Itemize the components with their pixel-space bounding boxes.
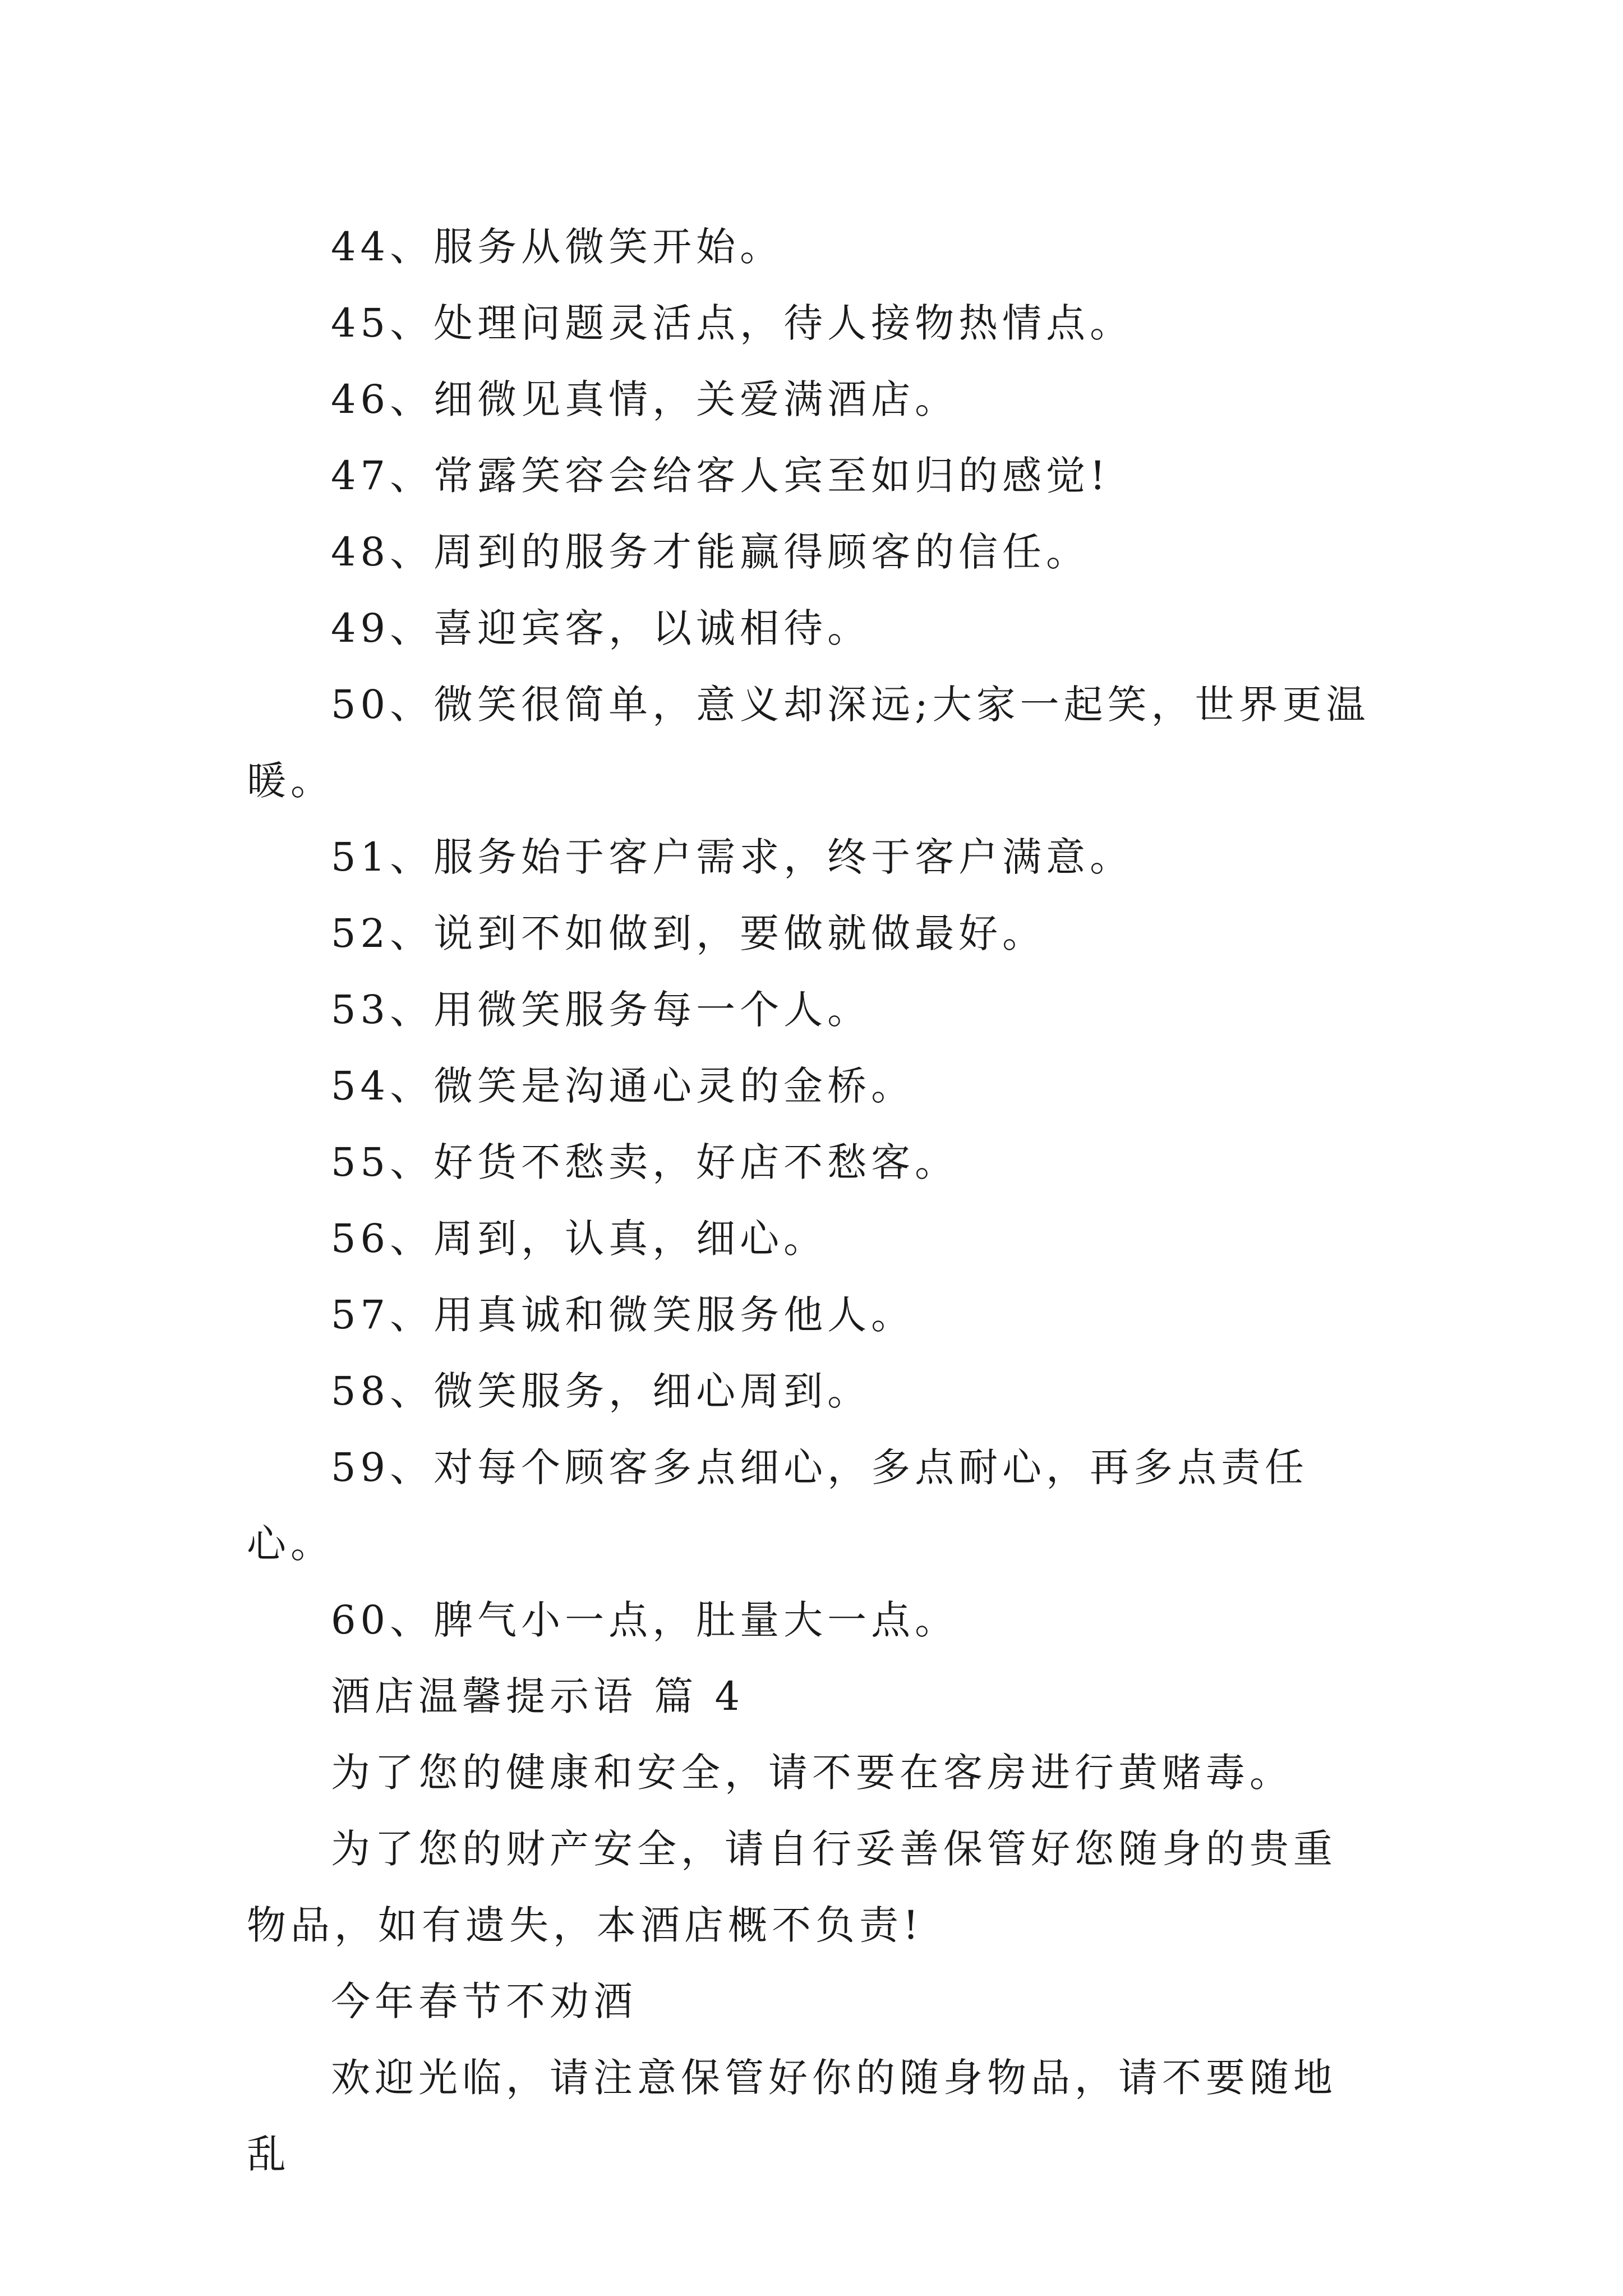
paragraph-44: 44、服务从微笑开始。 — [331, 224, 784, 270]
paragraph-60: 60、脾气小一点，肚量大一点。 — [331, 1597, 959, 1643]
paragraph-55: 55、好货不愁卖，好店不愁客。 — [331, 1139, 959, 1185]
paragraph-53: 53、用微笑服务每一个人。 — [331, 987, 872, 1033]
paragraph-50: 50、微笑很简单，意义却深远;大家一起笑，世界更温暖。 — [247, 682, 1370, 804]
document-body — [247, 209, 1380, 2192]
paragraph-52: 52、说到不如做到，要做就做最好。 — [331, 910, 1046, 956]
paragraph-48: 48、周到的服务才能赢得顾客的信任。 — [331, 529, 1090, 575]
section-heading: 酒店温馨提示语 篇 4 — [331, 1673, 745, 1719]
paragraph-59: 59、对每个顾客多点细心，多点耐心，再多点责任心。 — [247, 1444, 1309, 1567]
paragraph-56: 56、周到，认真，细心。 — [331, 1216, 828, 1262]
paragraph-58: 58、微笑服务，细心周到。 — [331, 1368, 872, 1414]
paragraph-property-safety: 为了您的财产安全，请自行妥善保管好您随身的贵重物品，如有遗失，本酒店概不负责! — [247, 1826, 1337, 1948]
paragraph-46: 46、细微见真情，关爱满酒店。 — [331, 376, 959, 422]
paragraph-47: 47、常露笑容会给客人宾至如归的感觉! — [331, 453, 1110, 499]
paragraph-health-safety: 为了您的健康和安全，请不要在客房进行黄赌毒。 — [331, 1750, 1293, 1796]
paragraph-45: 45、处理问题灵活点，待人接物热情点。 — [331, 300, 1134, 346]
paragraph-spring-festival: 今年春节不劝酒 — [331, 1978, 637, 2024]
paragraph-51: 51、服务始于客户需求，终于客户满意。 — [331, 834, 1134, 880]
paragraph-54: 54、微笑是沟通心灵的金桥。 — [331, 1063, 915, 1109]
paragraph-57: 57、用真诚和微笑服务他人。 — [331, 1292, 915, 1338]
paragraph-49: 49、喜迎宾客，以诚相待。 — [331, 605, 872, 651]
paragraph-welcome: 欢迎光临，请注意保管好你的随身物品，请不要随地乱 — [247, 2055, 1337, 2177]
